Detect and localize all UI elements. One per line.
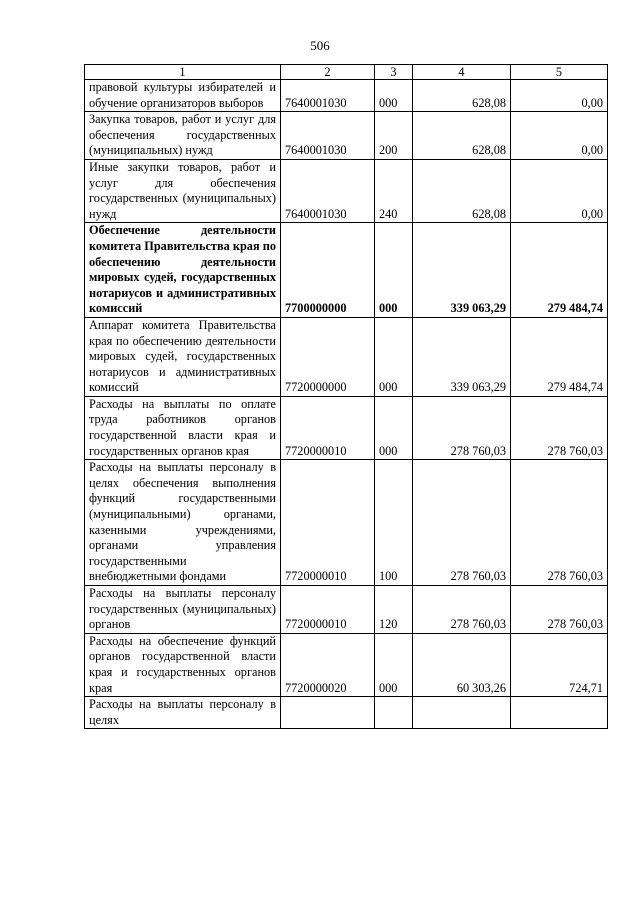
row-type-cell [375,697,413,729]
row-value-4-cell: 339 063,29 [413,223,511,318]
row-value-4-cell [413,697,511,729]
row-value-4-cell: 278 760,03 [413,396,511,459]
column-header-3: 3 [375,65,413,80]
row-type-cell: 000 [375,396,413,459]
row-name-cell: Расходы на выплаты персоналу в целях [85,697,281,729]
row-value-5-cell: 0,00 [511,80,608,112]
column-header-1: 1 [85,65,281,80]
row-type-cell: 000 [375,633,413,696]
row-type-cell: 240 [375,159,413,222]
row-code-cell: 7640001030 [281,112,375,160]
table-row [85,460,608,586]
row-value-5-cell: 278 760,03 [511,586,608,634]
row-type-cell: 100 [375,460,413,586]
row-code-cell: 7720000000 [281,317,375,396]
row-value-4-cell: 628,08 [413,112,511,160]
table-row [85,317,608,396]
table-row [85,586,608,634]
table-row [85,80,608,112]
table-row [85,697,608,729]
row-name-cell: Расходы на выплаты по оплате труда работников органов государственной власти края и государственных органов края [85,396,281,459]
row-code-cell: 7720000010 [281,586,375,634]
row-value-5-cell [511,697,608,729]
page-number: 506 [310,38,330,53]
row-name-cell: правовой культуры избирателей и обучение организаторов выборов [85,80,281,112]
table-row [85,159,608,222]
column-header-5: 5 [511,65,608,80]
row-value-5-cell: 278 760,03 [511,396,608,459]
row-name-cell: Иные закупки товаров, работ и услуг для обеспечения государственных (муниципальных) нужд [85,159,281,222]
row-type-cell: 200 [375,112,413,160]
row-value-5-cell: 724,71 [511,633,608,696]
row-code-cell: 7640001030 [281,159,375,222]
row-value-5-cell: 279 484,74 [511,317,608,396]
row-value-5-cell: 278 760,03 [511,460,608,586]
row-value-4-cell: 339 063,29 [413,317,511,396]
row-name-cell: Расходы на выплаты персоналу государственных (муниципальных) органов [85,586,281,634]
row-code-cell: 7720000020 [281,633,375,696]
row-code-cell: 7720000010 [281,460,375,586]
row-name-cell: Расходы на выплаты персоналу в целях обеспечения выполнения функций государственными (муниципальными) органами, казенными учреждениями, органами управления государственными внебюджетными фондами [85,460,281,586]
table-row [85,112,608,160]
row-type-cell: 120 [375,586,413,634]
table-row [85,396,608,459]
table-row [85,633,608,696]
row-code-cell: 7700000000 [281,223,375,318]
row-code-cell [281,697,375,729]
row-name-cell: Обеспечение деятельности комитета Правительства края по обеспечению деятельности мировых судей, государственных нотариусов и административных комиссий [85,223,281,318]
row-value-5-cell: 0,00 [511,112,608,160]
column-header-2: 2 [281,65,375,80]
row-code-cell: 7640001030 [281,80,375,112]
column-header-4: 4 [413,65,511,80]
row-type-cell: 000 [375,223,413,318]
table-header-row [85,65,608,80]
row-name-cell: Расходы на обеспечение функций органов государственной власти края и государственных органов края [85,633,281,696]
row-type-cell: 000 [375,80,413,112]
row-value-4-cell: 278 760,03 [413,460,511,586]
row-value-5-cell: 279 484,74 [511,223,608,318]
budget-table [84,64,608,729]
row-code-cell: 7720000010 [281,396,375,459]
row-value-4-cell: 278 760,03 [413,586,511,634]
row-value-4-cell: 628,08 [413,80,511,112]
row-name-cell: Аппарат комитета Правительства края по обеспечению деятельности мировых судей, государственных нотариусов и административных комиссий [85,317,281,396]
table-row [85,223,608,318]
row-type-cell: 000 [375,317,413,396]
row-value-4-cell: 60 303,26 [413,633,511,696]
row-value-4-cell: 628,08 [413,159,511,222]
row-value-5-cell: 0,00 [511,159,608,222]
row-name-cell: Закупка товаров, работ и услуг для обеспечения государственных (муниципальных) нужд [85,112,281,160]
